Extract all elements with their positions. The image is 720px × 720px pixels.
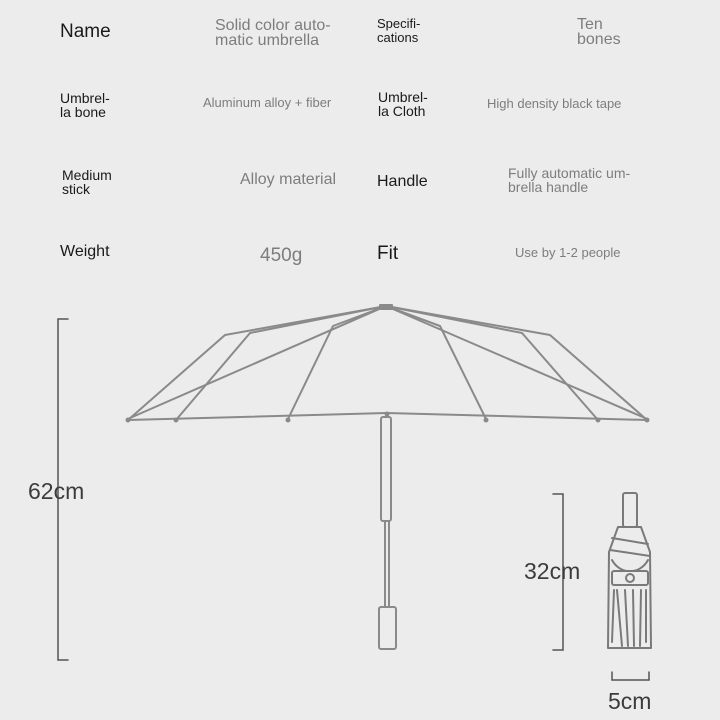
- spec-weight-value: 450g: [260, 245, 303, 266]
- folded-width-bracket: [612, 672, 649, 680]
- spec-name-label: Name: [60, 21, 111, 42]
- spec-weight-label: Weight: [60, 243, 110, 260]
- spec-fit-value: Use by 1-2 people: [515, 245, 621, 260]
- spec-handle-label: Handle: [377, 173, 428, 190]
- spec-name-value: Solid color auto- matic umbrella: [215, 17, 331, 49]
- open-height-label: 62cm: [28, 478, 85, 504]
- spec-bone-label: Umbrel- la bone: [60, 90, 110, 120]
- folded-width-label: 5cm: [608, 688, 652, 714]
- folded-umbrella-icon: [608, 493, 651, 648]
- spec-specifications-value: Ten bones: [577, 16, 621, 48]
- spec-cloth-value: High density black tape: [487, 96, 622, 111]
- spec-specifications-label: Specifi- cations: [377, 16, 421, 45]
- spec-handle-value: Fully automatic um- brella handle: [508, 165, 631, 195]
- spec-fit-label: Fit: [377, 243, 399, 264]
- spec-bone-value: Aluminum alloy + fiber: [203, 95, 332, 110]
- open-umbrella-icon: [128, 305, 647, 649]
- spec-stick-value: Alloy material: [240, 171, 337, 188]
- spec-stick-label: Medium stick: [62, 167, 112, 197]
- folded-height-label: 32cm: [524, 558, 581, 584]
- spec-cloth-label: Umbrel- la Cloth: [378, 89, 428, 119]
